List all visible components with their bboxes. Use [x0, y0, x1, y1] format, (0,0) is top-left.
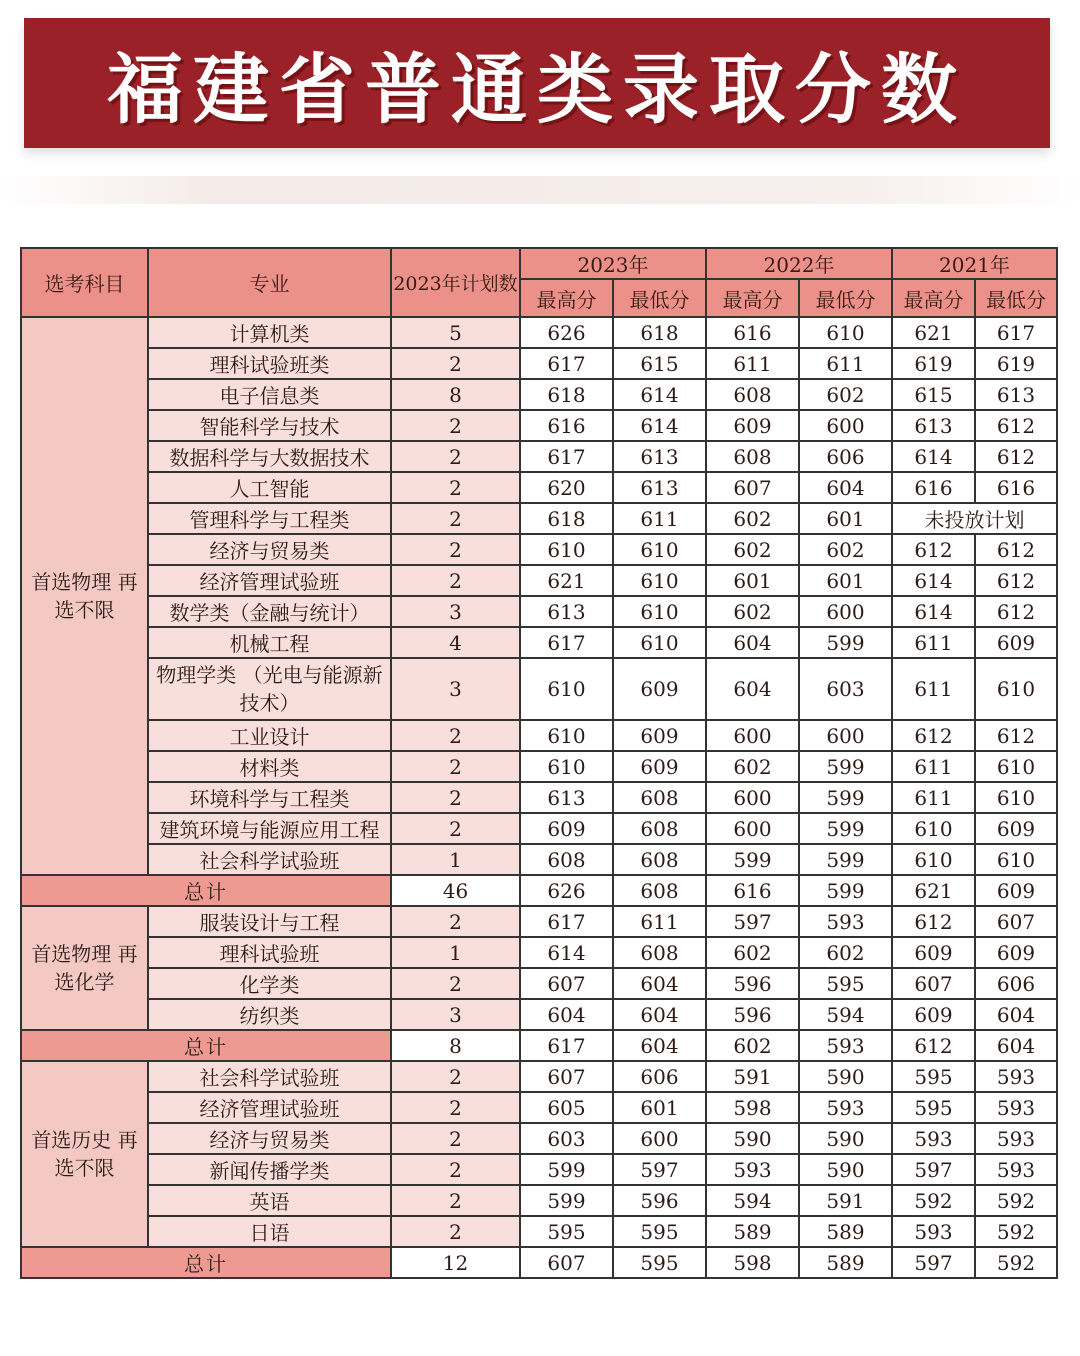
score-cell-s2023max: 599 [520, 1154, 613, 1185]
score-cell-s2022max: 596 [706, 968, 799, 999]
no-plan-note-cell: 未投放计划 [892, 503, 1057, 534]
total-score-cell-s2023max: 617 [520, 1030, 613, 1061]
score-cell-s2021max: 621 [892, 317, 975, 348]
total-row [21, 1247, 1057, 1278]
score-cell-s2022max: 607 [706, 472, 799, 503]
plan-count-cell: 2 [391, 441, 520, 472]
score-cell-s2021max: 615 [892, 379, 975, 410]
score-cell-s2022min: 602 [799, 379, 892, 410]
table-row [21, 317, 1057, 348]
header-row-years [21, 248, 1057, 279]
score-cell-s2023min: 618 [613, 317, 706, 348]
table-row [21, 1154, 1057, 1185]
total-score-cell-s2021max: 621 [892, 875, 975, 906]
score-cell-s2023min: 604 [613, 999, 706, 1030]
score-cell-s2023min: 611 [613, 906, 706, 937]
score-cell-s2022max: 601 [706, 565, 799, 596]
table-row [21, 596, 1057, 627]
score-cell-s2023min: 615 [613, 348, 706, 379]
total-score-cell-s2023min: 595 [613, 1247, 706, 1278]
total-score-cell-s2021min: 604 [975, 1030, 1057, 1061]
score-cell-s2023max: 617 [520, 441, 613, 472]
score-cell-s2021max: 597 [892, 1154, 975, 1185]
score-cell-s2022max: 598 [706, 1092, 799, 1123]
major-name-cell: 管理科学与工程类 [148, 503, 391, 534]
total-score-cell-s2021max: 597 [892, 1247, 975, 1278]
score-cell-s2021min: 612 [975, 596, 1057, 627]
min-header: 最低分 [799, 279, 892, 317]
score-cell-s2023min: 611 [613, 503, 706, 534]
score-cell-s2022max: 599 [706, 844, 799, 875]
major-name-cell: 机械工程 [148, 627, 391, 658]
plan-count-cell: 2 [391, 1216, 520, 1247]
score-cell-s2021min: 593 [975, 1154, 1057, 1185]
major-name-cell: 社会科学试验班 [148, 1061, 391, 1092]
score-cell-s2023max: 610 [520, 720, 613, 751]
score-cell-s2022max: 604 [706, 627, 799, 658]
score-cell-s2021min: 607 [975, 906, 1057, 937]
major-name-cell: 经济管理试验班 [148, 1092, 391, 1123]
plan-count-cell: 2 [391, 1092, 520, 1123]
score-cell-s2023max: 617 [520, 906, 613, 937]
score-cell-s2023min: 613 [613, 472, 706, 503]
plan-count-cell: 3 [391, 596, 520, 627]
major-name-cell: 建筑环境与能源应用工程 [148, 813, 391, 844]
plan-count-cell: 1 [391, 937, 520, 968]
score-cell-s2021min: 609 [975, 937, 1057, 968]
score-cell-s2023min: 608 [613, 813, 706, 844]
score-cell-s2023min: 600 [613, 1123, 706, 1154]
year-2022-header: 2022年 [706, 248, 892, 279]
table-row [21, 410, 1057, 441]
score-cell-s2023min: 608 [613, 844, 706, 875]
table-row [21, 1092, 1057, 1123]
plan-count-cell: 5 [391, 317, 520, 348]
score-cell-s2021min: 604 [975, 999, 1057, 1030]
plan-count-cell: 2 [391, 410, 520, 441]
max-header: 最高分 [520, 279, 613, 317]
score-cell-s2022min: 593 [799, 906, 892, 937]
max-header: 最高分 [892, 279, 975, 317]
major-name-cell: 材料类 [148, 751, 391, 782]
subject-group-cell: 首选历史 再选不限 [21, 1061, 148, 1247]
score-cell-s2023max: 610 [520, 658, 613, 720]
score-cell-s2022max: 600 [706, 813, 799, 844]
score-cell-s2023min: 610 [613, 534, 706, 565]
score-cell-s2021min: 610 [975, 658, 1057, 720]
table-row [21, 937, 1057, 968]
score-cell-s2023max: 626 [520, 317, 613, 348]
plan-count-cell: 2 [391, 1185, 520, 1216]
table-body [21, 317, 1057, 1278]
score-cell-s2023max: 599 [520, 1185, 613, 1216]
score-cell-s2023min: 596 [613, 1185, 706, 1216]
score-cell-s2023max: 607 [520, 1061, 613, 1092]
score-cell-s2023min: 604 [613, 968, 706, 999]
score-cell-s2021min: 612 [975, 441, 1057, 472]
total-score-cell-s2023min: 604 [613, 1030, 706, 1061]
score-cell-s2022min: 603 [799, 658, 892, 720]
score-cell-s2023max: 610 [520, 534, 613, 565]
score-cell-s2022min: 599 [799, 627, 892, 658]
major-name-cell: 社会科学试验班 [148, 844, 391, 875]
major-name-cell: 经济与贸易类 [148, 534, 391, 565]
score-cell-s2021max: 610 [892, 813, 975, 844]
plan-count-cell: 2 [391, 534, 520, 565]
total-score-cell-s2023min: 608 [613, 875, 706, 906]
plan-count-cell: 2 [391, 503, 520, 534]
score-cell-s2023min: 610 [613, 596, 706, 627]
major-name-cell: 经济与贸易类 [148, 1123, 391, 1154]
plan-count-cell: 2 [391, 720, 520, 751]
table-row [21, 472, 1057, 503]
total-score-cell-s2023max: 607 [520, 1247, 613, 1278]
score-cell-s2022max: 611 [706, 348, 799, 379]
score-cell-s2022min: 601 [799, 503, 892, 534]
score-cell-s2023max: 614 [520, 937, 613, 968]
major-name-cell: 经济管理试验班 [148, 565, 391, 596]
table-row [21, 751, 1057, 782]
score-cell-s2022min: 600 [799, 596, 892, 627]
score-cell-s2021min: 612 [975, 720, 1057, 751]
score-cell-s2023min: 609 [613, 720, 706, 751]
score-cell-s2022min: 590 [799, 1123, 892, 1154]
min-header: 最低分 [613, 279, 706, 317]
plan-count-cell: 2 [391, 906, 520, 937]
table-row [21, 565, 1057, 596]
score-cell-s2021max: 614 [892, 596, 975, 627]
plan-count-cell: 2 [391, 472, 520, 503]
score-cell-s2021min: 610 [975, 844, 1057, 875]
score-cell-s2022max: 602 [706, 534, 799, 565]
plan-count-cell: 3 [391, 999, 520, 1030]
table-row [21, 534, 1057, 565]
score-cell-s2022max: 589 [706, 1216, 799, 1247]
score-cell-s2021max: 609 [892, 937, 975, 968]
score-cell-s2021max: 612 [892, 534, 975, 565]
score-cell-s2023min: 614 [613, 379, 706, 410]
score-cell-s2021min: 619 [975, 348, 1057, 379]
year-2023-header: 2023年 [520, 248, 706, 279]
score-cell-s2021min: 593 [975, 1123, 1057, 1154]
score-cell-s2023max: 613 [520, 782, 613, 813]
total-score-cell-s2021min: 609 [975, 875, 1057, 906]
table-row [21, 627, 1057, 658]
score-cell-s2021max: 611 [892, 627, 975, 658]
score-cell-s2021min: 612 [975, 410, 1057, 441]
score-cell-s2023min: 597 [613, 1154, 706, 1185]
score-cell-s2021min: 593 [975, 1061, 1057, 1092]
score-cell-s2022min: 610 [799, 317, 892, 348]
score-cell-s2022min: 604 [799, 472, 892, 503]
table-row [21, 968, 1057, 999]
score-cell-s2022max: 602 [706, 503, 799, 534]
admission-scores-table [20, 247, 1058, 1279]
major-name-cell: 物理学类 （光电与能源新技术） [148, 658, 391, 720]
score-cell-s2021max: 619 [892, 348, 975, 379]
plan-count-cell: 2 [391, 1061, 520, 1092]
score-cell-s2021max: 614 [892, 565, 975, 596]
score-cell-s2021max: 607 [892, 968, 975, 999]
max-header: 最高分 [706, 279, 799, 317]
score-cell-s2021max: 592 [892, 1185, 975, 1216]
score-cell-s2023max: 607 [520, 968, 613, 999]
score-cell-s2022min: 593 [799, 1092, 892, 1123]
score-cell-s2023min: 606 [613, 1061, 706, 1092]
major-name-cell: 新闻传播学类 [148, 1154, 391, 1185]
score-cell-s2022min: 599 [799, 782, 892, 813]
score-cell-s2022min: 600 [799, 410, 892, 441]
major-name-cell: 数学类（金融与统计） [148, 596, 391, 627]
score-cell-s2021max: 614 [892, 441, 975, 472]
total-score-cell-s2022max: 598 [706, 1247, 799, 1278]
table-row [21, 1061, 1057, 1092]
score-cell-s2022max: 596 [706, 999, 799, 1030]
score-cell-s2023max: 618 [520, 379, 613, 410]
score-cell-s2022min: 595 [799, 968, 892, 999]
total-label-cell: 总计 [21, 1247, 391, 1278]
score-cell-s2022max: 616 [706, 317, 799, 348]
table-row [21, 1185, 1057, 1216]
score-cell-s2022min: 599 [799, 813, 892, 844]
score-cell-s2021max: 611 [892, 751, 975, 782]
table-row [21, 1216, 1057, 1247]
score-cell-s2023max: 595 [520, 1216, 613, 1247]
plan-count-cell: 2 [391, 968, 520, 999]
total-plan-cell: 8 [391, 1030, 520, 1061]
score-cell-s2022max: 593 [706, 1154, 799, 1185]
major-name-cell: 化学类 [148, 968, 391, 999]
score-cell-s2023max: 616 [520, 410, 613, 441]
score-cell-s2021max: 609 [892, 999, 975, 1030]
score-cell-s2022max: 600 [706, 782, 799, 813]
score-cell-s2023min: 608 [613, 937, 706, 968]
total-row [21, 875, 1057, 906]
major-name-cell: 工业设计 [148, 720, 391, 751]
score-cell-s2021min: 610 [975, 782, 1057, 813]
score-cell-s2023min: 595 [613, 1216, 706, 1247]
score-cell-s2023max: 613 [520, 596, 613, 627]
total-plan-cell: 12 [391, 1247, 520, 1278]
score-cell-s2022min: 590 [799, 1061, 892, 1092]
major-name-cell: 计算机类 [148, 317, 391, 348]
table-row [21, 720, 1057, 751]
score-cell-s2021max: 595 [892, 1061, 975, 1092]
score-cell-s2023max: 621 [520, 565, 613, 596]
major-name-cell: 人工智能 [148, 472, 391, 503]
table-row [21, 813, 1057, 844]
plan-count-cell: 2 [391, 348, 520, 379]
plan-count-cell: 2 [391, 813, 520, 844]
table-row [21, 658, 1057, 720]
score-cell-s2021min: 612 [975, 565, 1057, 596]
score-cell-s2022max: 602 [706, 937, 799, 968]
total-label-cell: 总计 [21, 875, 391, 906]
score-cell-s2023max: 608 [520, 844, 613, 875]
decorative-strip [0, 176, 1080, 204]
plan-count-cell: 2 [391, 1154, 520, 1185]
table-row [21, 503, 1057, 534]
score-cell-s2023max: 617 [520, 627, 613, 658]
min-header: 最低分 [975, 279, 1057, 317]
table-row [21, 379, 1057, 410]
score-cell-s2021max: 613 [892, 410, 975, 441]
score-cell-s2022min: 602 [799, 534, 892, 565]
table-row [21, 906, 1057, 937]
table-row [21, 782, 1057, 813]
major-name-cell: 环境科学与工程类 [148, 782, 391, 813]
total-score-cell-s2022max: 602 [706, 1030, 799, 1061]
score-cell-s2023min: 610 [613, 565, 706, 596]
score-cell-s2022max: 597 [706, 906, 799, 937]
plan-count-cell: 2 [391, 1123, 520, 1154]
total-score-cell-s2021min: 592 [975, 1247, 1057, 1278]
plan-count-cell: 2 [391, 565, 520, 596]
table-row [21, 999, 1057, 1030]
score-cell-s2021min: 606 [975, 968, 1057, 999]
major-name-cell: 英语 [148, 1185, 391, 1216]
score-cell-s2023min: 610 [613, 627, 706, 658]
total-score-cell-s2022min: 593 [799, 1030, 892, 1061]
score-cell-s2022max: 608 [706, 441, 799, 472]
subject-group-cell: 首选物理 再选不限 [21, 317, 148, 875]
table-row [21, 348, 1057, 379]
score-cell-s2023max: 618 [520, 503, 613, 534]
table-row [21, 441, 1057, 472]
major-name-cell: 日语 [148, 1216, 391, 1247]
score-cell-s2022max: 608 [706, 379, 799, 410]
plan-count-cell: 8 [391, 379, 520, 410]
score-cell-s2021min: 617 [975, 317, 1057, 348]
score-cell-s2022min: 606 [799, 441, 892, 472]
score-cell-s2022min: 594 [799, 999, 892, 1030]
major-name-cell: 电子信息类 [148, 379, 391, 410]
score-cell-s2021max: 612 [892, 720, 975, 751]
score-cell-s2022max: 591 [706, 1061, 799, 1092]
plan-count-cell: 2 [391, 751, 520, 782]
score-cell-s2022max: 600 [706, 720, 799, 751]
total-row [21, 1030, 1057, 1061]
score-cell-s2021max: 611 [892, 782, 975, 813]
score-cell-s2022min: 611 [799, 348, 892, 379]
score-cell-s2022min: 601 [799, 565, 892, 596]
plan-count-cell: 4 [391, 627, 520, 658]
score-cell-s2023max: 610 [520, 751, 613, 782]
score-cell-s2022max: 602 [706, 596, 799, 627]
score-cell-s2022max: 590 [706, 1123, 799, 1154]
col-major-header: 专业 [148, 248, 391, 317]
score-cell-s2021max: 593 [892, 1216, 975, 1247]
major-name-cell: 理科试验班 [148, 937, 391, 968]
score-cell-s2023max: 605 [520, 1092, 613, 1123]
score-cell-s2021min: 592 [975, 1185, 1057, 1216]
score-cell-s2022min: 602 [799, 937, 892, 968]
score-cell-s2023max: 603 [520, 1123, 613, 1154]
major-name-cell: 智能科学与技术 [148, 410, 391, 441]
score-cell-s2021min: 612 [975, 534, 1057, 565]
score-cell-s2021min: 613 [975, 379, 1057, 410]
score-cell-s2022max: 594 [706, 1185, 799, 1216]
score-cell-s2021max: 612 [892, 906, 975, 937]
score-cell-s2023max: 620 [520, 472, 613, 503]
score-cell-s2022min: 591 [799, 1185, 892, 1216]
total-score-cell-s2022min: 589 [799, 1247, 892, 1278]
score-cell-s2023min: 613 [613, 441, 706, 472]
score-cell-s2022min: 599 [799, 751, 892, 782]
major-name-cell: 数据科学与大数据技术 [148, 441, 391, 472]
major-name-cell: 服装设计与工程 [148, 906, 391, 937]
page-title: 福建省普通类录取分数 [107, 44, 967, 134]
score-cell-s2021min: 610 [975, 751, 1057, 782]
col-plan-header: 2023年计划数 [391, 248, 520, 317]
score-cell-s2021min: 593 [975, 1092, 1057, 1123]
score-cell-s2021max: 610 [892, 844, 975, 875]
plan-count-cell: 1 [391, 844, 520, 875]
total-score-cell-s2021max: 612 [892, 1030, 975, 1061]
col-subject-header: 选考科目 [21, 248, 148, 317]
subject-group-cell: 首选物理 再选化学 [21, 906, 148, 1030]
score-cell-s2021min: 609 [975, 627, 1057, 658]
score-cell-s2022max: 602 [706, 751, 799, 782]
total-label-cell: 总计 [21, 1030, 391, 1061]
score-cell-s2023min: 609 [613, 751, 706, 782]
total-score-cell-s2023max: 626 [520, 875, 613, 906]
plan-count-cell: 3 [391, 658, 520, 720]
score-cell-s2021min: 609 [975, 813, 1057, 844]
title-banner [24, 18, 1050, 148]
score-cell-s2023min: 601 [613, 1092, 706, 1123]
plan-count-cell: 2 [391, 782, 520, 813]
score-cell-s2021max: 593 [892, 1123, 975, 1154]
score-cell-s2021min: 616 [975, 472, 1057, 503]
score-cell-s2022min: 599 [799, 844, 892, 875]
year-2021-header: 2021年 [892, 248, 1057, 279]
score-cell-s2022min: 589 [799, 1216, 892, 1247]
major-name-cell: 理科试验班类 [148, 348, 391, 379]
score-cell-s2023min: 608 [613, 782, 706, 813]
score-cell-s2022min: 590 [799, 1154, 892, 1185]
score-cell-s2021min: 592 [975, 1216, 1057, 1247]
score-cell-s2023min: 614 [613, 410, 706, 441]
score-cell-s2022max: 609 [706, 410, 799, 441]
score-cell-s2021max: 616 [892, 472, 975, 503]
score-cell-s2023min: 609 [613, 658, 706, 720]
score-cell-s2023max: 604 [520, 999, 613, 1030]
score-cell-s2022max: 604 [706, 658, 799, 720]
major-name-cell: 纺织类 [148, 999, 391, 1030]
score-cell-s2023max: 609 [520, 813, 613, 844]
total-score-cell-s2022min: 599 [799, 875, 892, 906]
table-row [21, 1123, 1057, 1154]
total-plan-cell: 46 [391, 875, 520, 906]
score-cell-s2023max: 617 [520, 348, 613, 379]
score-cell-s2021max: 595 [892, 1092, 975, 1123]
table-row [21, 844, 1057, 875]
score-cell-s2022min: 600 [799, 720, 892, 751]
total-score-cell-s2022max: 616 [706, 875, 799, 906]
score-cell-s2021max: 611 [892, 658, 975, 720]
